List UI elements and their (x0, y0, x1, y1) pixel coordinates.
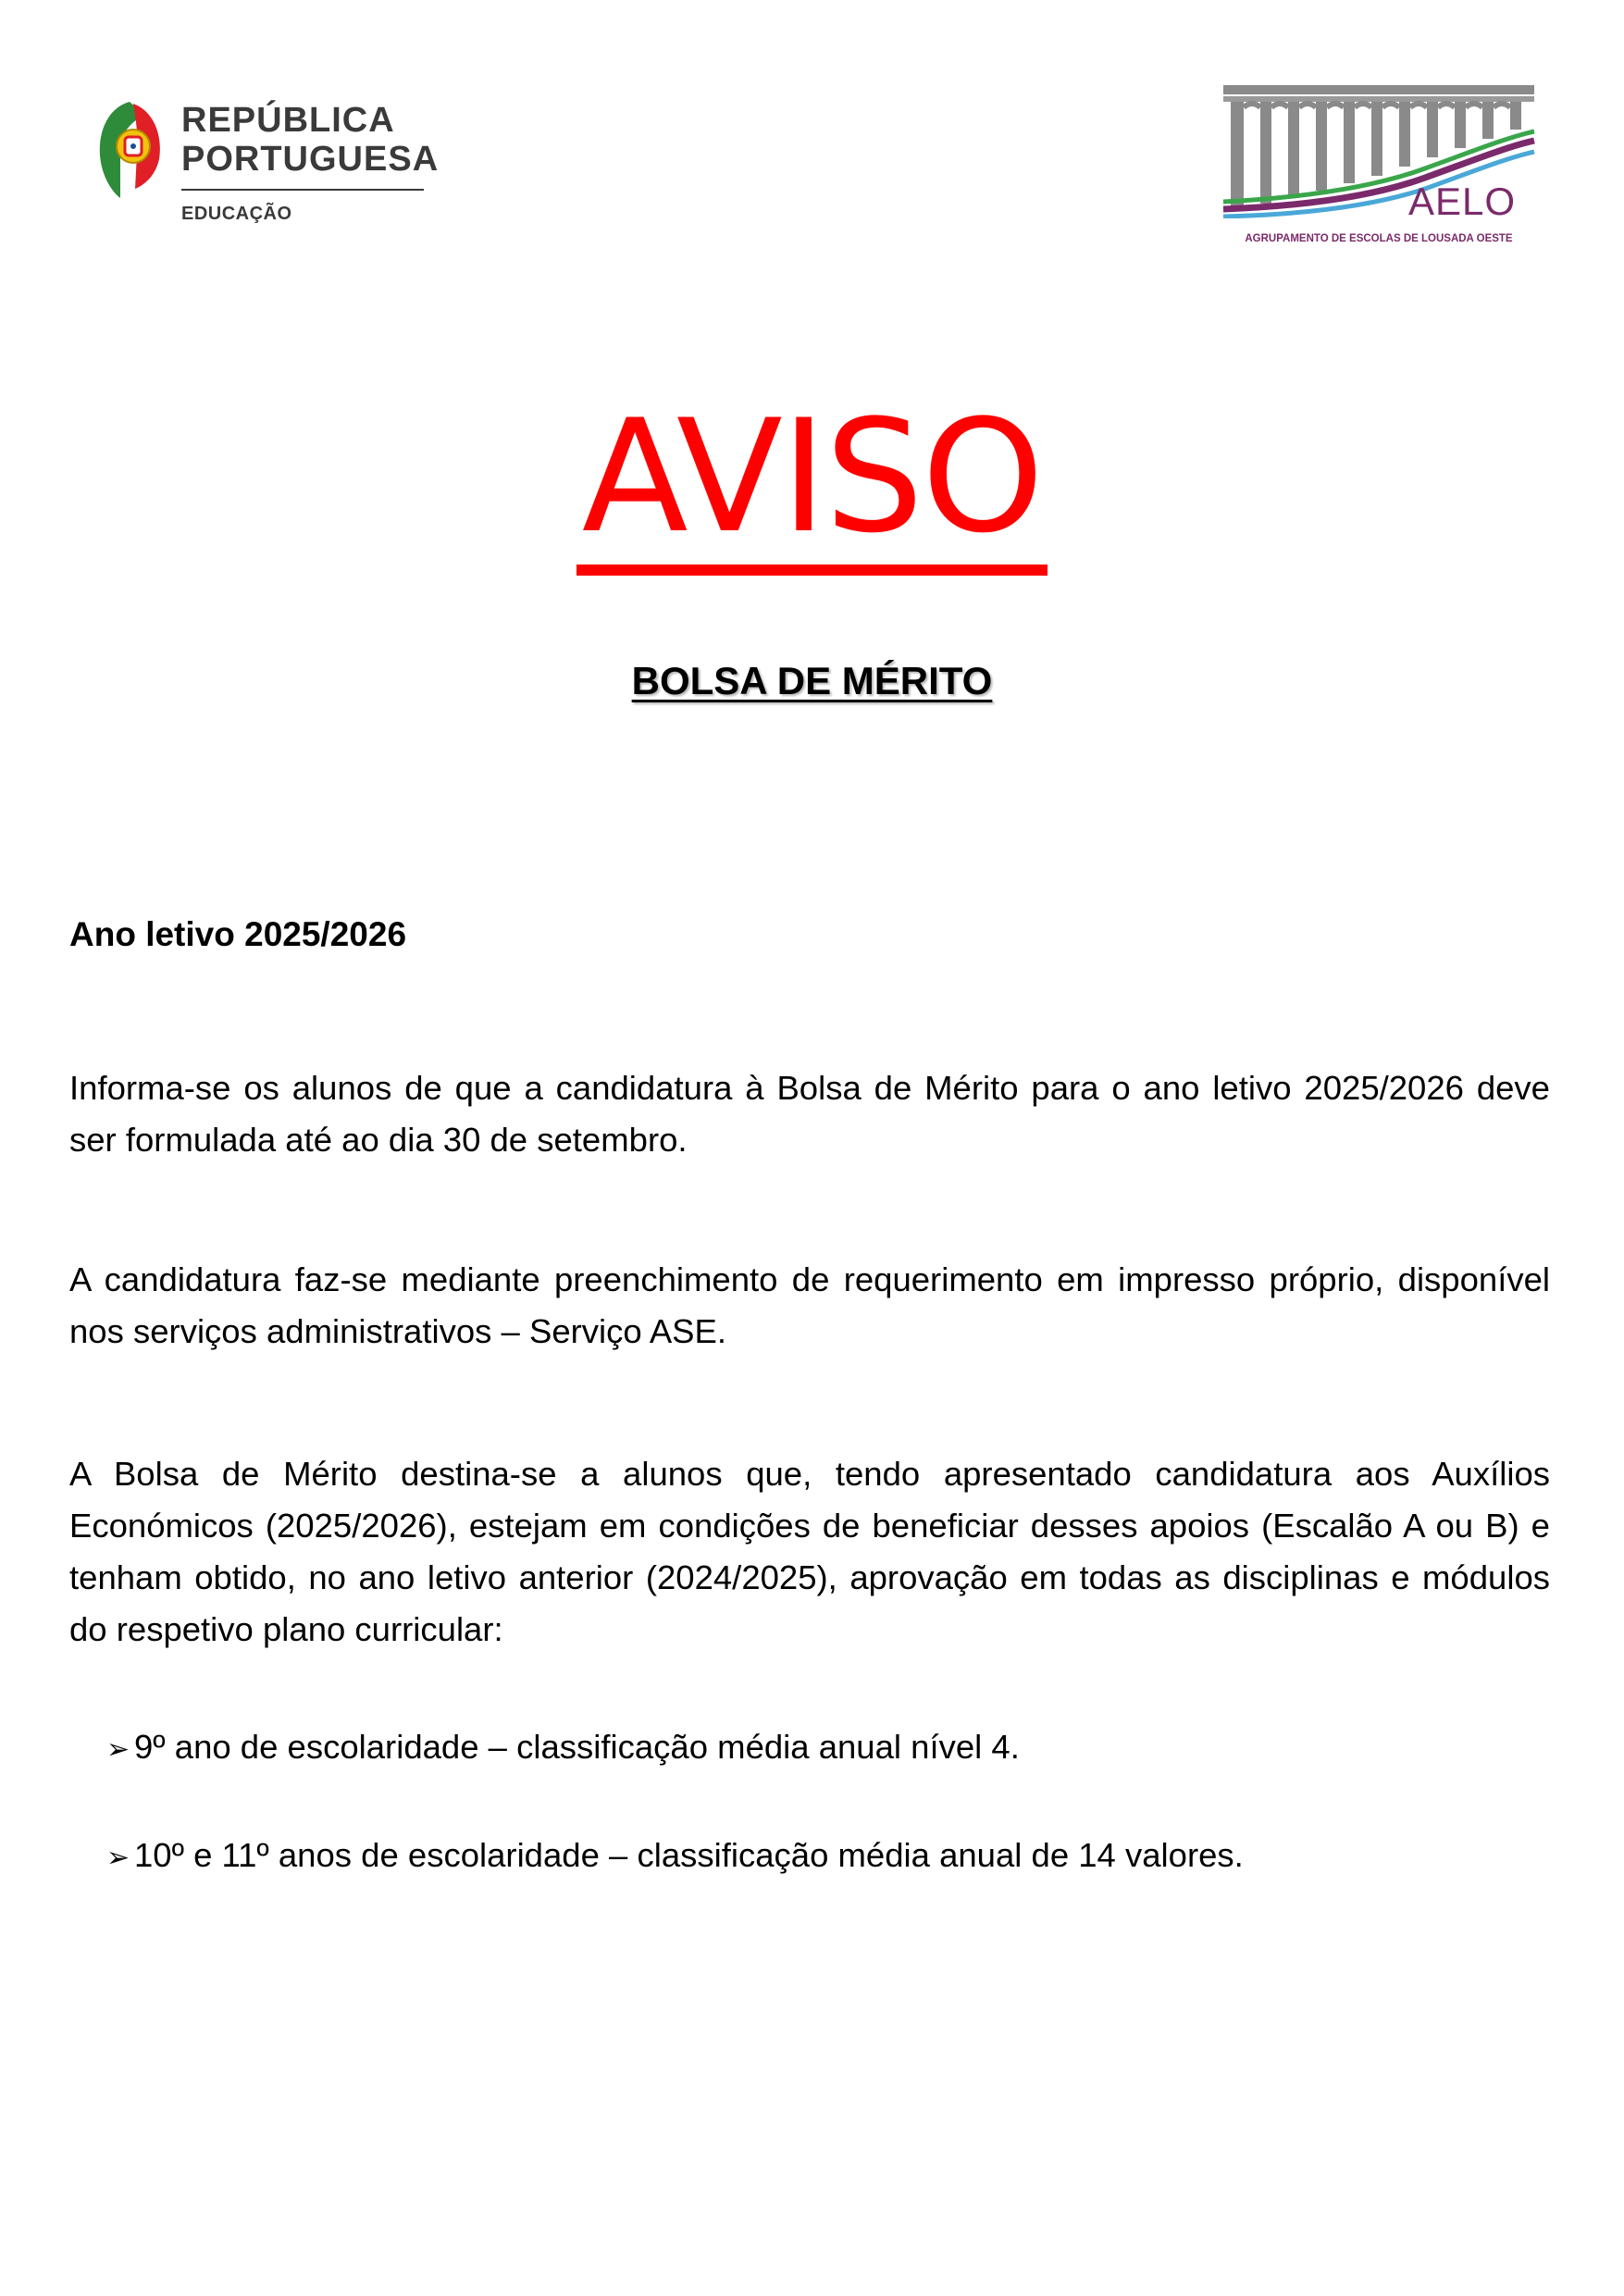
aelo-full-name: AGRUPAMENTO DE ESCOLAS DE LOUSADA OESTE (1245, 233, 1513, 244)
portugal-emblem-icon (93, 98, 167, 200)
requirements-list (106, 1721, 1550, 1938)
page-subtitle: BOLSA DE MÉRITO (631, 659, 993, 702)
aelo-acronym: AELO (1407, 180, 1516, 223)
logo-line-republica: REPÚBLICA (181, 101, 395, 140)
arrow-bullet-icon: ➢ (106, 1733, 130, 1766)
list-item-text: 10º e 11º anos de escolaridade – classificação média anual de 14 valores. (134, 1836, 1244, 1874)
republica-portuguesa-logo (93, 93, 444, 241)
school-year-heading: Ano letivo 2025/2026 (69, 915, 407, 953)
logo-divider (181, 189, 424, 191)
aelo-logo (1221, 80, 1536, 255)
paragraph-deadline: Informa-se os alunos de que a candidatura à Bolsa de Mérito para o ano letivo 2025/2026 deve ser formulada até ao dia 30 de setembro. (69, 1069, 1550, 1159)
subtitle-container (0, 659, 1624, 703)
logo-department: EDUCAÇÃO (181, 204, 292, 224)
list-item (106, 1721, 1550, 1776)
page-title: AVISO (576, 389, 1048, 576)
paragraph-eligibility: A Bolsa de Mérito destina-se a alunos que, tendo apresentado candidatura aos Auxílios Económicos (2025/2026), estejam em condições de beneficiar desses apoios (Escalão A ou B) e tenham obtido, no ano letivo anterior (2024/2025), aprovação em todas as disciplinas e módulos do respetivo plano curricular: (69, 1455, 1550, 1648)
arrow-bullet-icon: ➢ (106, 1842, 130, 1874)
paragraph-application: A candidatura faz-se mediante preenchimento de requerimento em impresso próprio, disponível nos serviços administrativos – Serviço ASE. (69, 1260, 1550, 1350)
logo-line-portuguesa: PORTUGUESA (181, 140, 440, 179)
list-item (106, 1830, 1550, 1884)
title-container (0, 386, 1624, 576)
list-item-text: 9º ano de escolaridade – classificação média anual nível 4. (134, 1728, 1020, 1766)
